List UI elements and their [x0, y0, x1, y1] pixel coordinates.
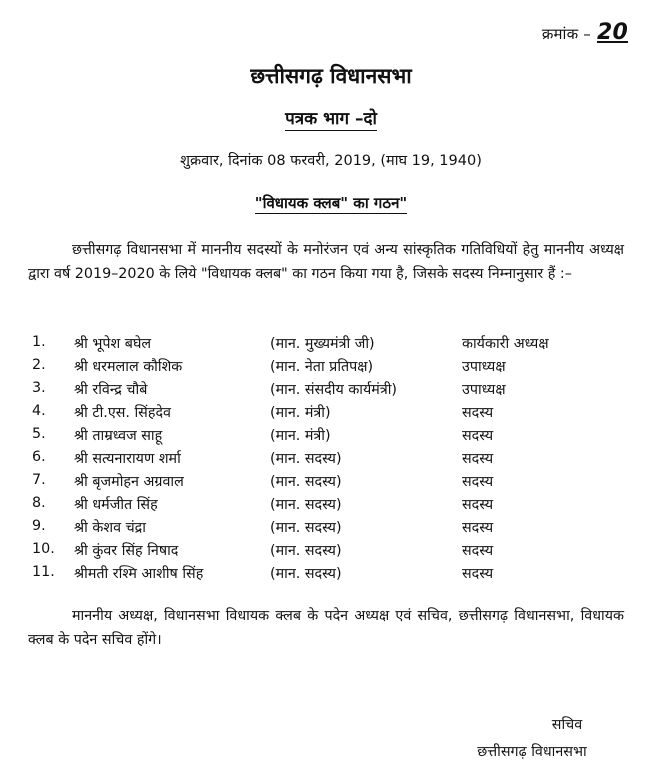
member-list [0, 334, 662, 587]
member-post: कार्यकारी अध्यक्ष [462, 336, 549, 352]
list-item [0, 564, 662, 587]
member-name: श्री केशव चंद्रा [74, 520, 146, 536]
list-item [0, 472, 662, 495]
member-name: श्री सत्यनारायण शर्मा [74, 451, 181, 467]
member-post: सदस्य [462, 428, 494, 444]
member-post: उपाध्यक्ष [462, 359, 506, 375]
member-role: (मान. सदस्य) [270, 566, 342, 582]
list-item [0, 403, 662, 426]
member-post: सदस्य [462, 497, 494, 513]
member-name: श्री बृजमोहन अग्रवाल [74, 474, 184, 490]
member-post: सदस्य [462, 520, 494, 536]
list-item [0, 449, 662, 472]
list-item [0, 518, 662, 541]
member-role: (मान. सदस्य) [270, 451, 342, 467]
list-item [0, 380, 662, 403]
list-item [0, 357, 662, 380]
intro-paragraph: छत्तीसगढ़ विधानसभा में माननीय सदस्यों के मनोरंजन एवं अन्य सांस्कृतिक गतिविधियों हेतु माननीय अध्यक्ष द्वारा वर्ष 2019–2020 के लिये "विधायक क्लब" का गठन किया गया है, जिसके सदस्य निम्नानुसार हैं :– [28, 242, 624, 282]
member-post: उपाध्यक्ष [462, 382, 506, 398]
member-number: 4. [32, 403, 46, 419]
member-role: (मान. मुख्यमंत्री जी) [270, 336, 375, 352]
member-number: 8. [32, 495, 46, 511]
member-role: (मान. नेता प्रतिपक्ष) [270, 359, 374, 375]
member-number: 10. [32, 541, 55, 557]
member-name: श्रीमती रश्मि आशीष सिंह [74, 566, 204, 582]
page-title: छत्तीसगढ़ विधानसभा [250, 64, 412, 88]
member-role: (मान. सदस्य) [270, 520, 342, 536]
member-post: सदस्य [462, 543, 494, 559]
member-number: 5. [32, 426, 46, 442]
serial-label-text: क्रमांक – [541, 25, 591, 43]
bulletin-part-text: पत्रक भाग –दो [285, 109, 377, 129]
closing-paragraph: माननीय अध्यक्ष, विधानसभा विधायक क्लब के पदेन अध्यक्ष एवं सचिव, छत्तीसगढ़ विधानसभा, विधायक क्लब के पदेन सचिव होंगे। [28, 608, 624, 648]
member-name: श्री टी.एस. सिंहदेव [74, 405, 171, 421]
member-role: (मान. सदस्य) [270, 543, 342, 559]
member-name: श्री ताम्रध्वज साहू [74, 428, 163, 444]
member-number: 11. [32, 564, 55, 580]
serial-handwritten-number: 20 [596, 20, 628, 45]
member-number: 3. [32, 380, 46, 396]
member-role: (मान. मंत्री) [270, 405, 331, 421]
member-name: श्री भूपेश बघेल [74, 336, 152, 352]
member-role: (मान. संसदीय कार्यमंत्री) [270, 382, 398, 398]
signatory-designation: सचिव [551, 717, 583, 733]
serial-number [542, 20, 628, 45]
member-number: 9. [32, 518, 46, 534]
member-role: (मान. मंत्री) [270, 428, 331, 444]
bulletin-part-heading [0, 106, 662, 129]
member-number: 7. [32, 472, 46, 488]
member-name: श्री धरमलाल कौशिक [74, 359, 183, 375]
member-number: 6. [32, 449, 46, 465]
member-name: श्री रविन्द्र चौबे [74, 382, 148, 398]
member-post: सदस्य [462, 566, 494, 582]
member-role: (मान. सदस्य) [270, 497, 342, 513]
member-post: सदस्य [462, 405, 494, 421]
member-post: सदस्य [462, 474, 494, 490]
list-item [0, 426, 662, 449]
member-post: सदस्य [462, 451, 494, 467]
list-item [0, 541, 662, 564]
member-name: श्री धर्मजीत सिंह [74, 497, 158, 513]
member-number: 2. [32, 357, 46, 373]
section-heading-text: "विधायक क्लब" का गठन" [254, 194, 408, 212]
member-role: (मान. सदस्य) [270, 474, 342, 490]
signature-block [442, 712, 622, 766]
section-heading [0, 193, 662, 213]
member-name: श्री कुंवर सिंह निषाद [74, 543, 179, 559]
member-number: 1. [32, 334, 46, 350]
list-item [0, 495, 662, 518]
date-line: शुक्रवार, दिनांक 08 फरवरी, 2019, (माघ 19, 1940) [180, 153, 482, 169]
list-item [0, 334, 662, 357]
signatory-office: छत्तीसगढ़ विधानसभा [477, 744, 587, 760]
